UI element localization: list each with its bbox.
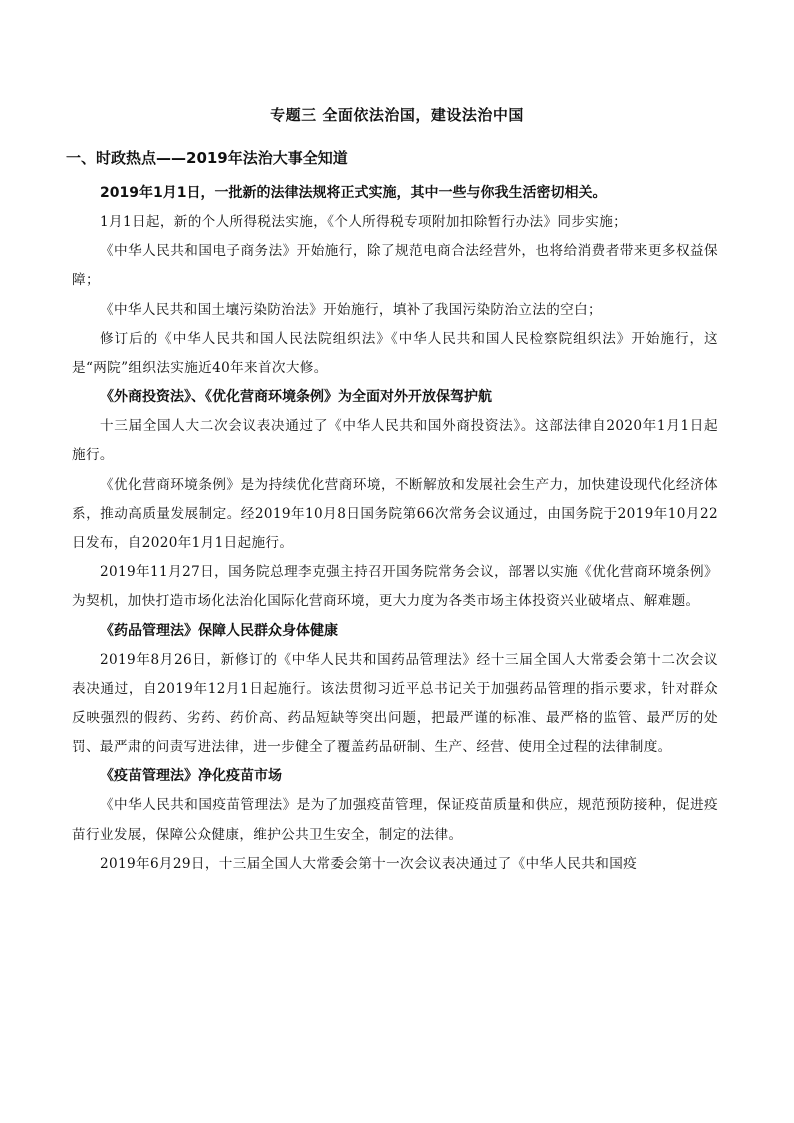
subheading: 《外商投资法》、《优化营商环境条例》为全面对外开放保驾护航: [100, 389, 492, 406]
document-body: [66, 147, 718, 879]
paragraph: 《中华人民共和国电子商务法》开始施行，除了规范电商合法经营外，也将给消费者带来更多权益保障；: [72, 243, 718, 289]
subheading: 《药品管理法》保障人民群众身体健康: [100, 622, 338, 639]
paragraph: 2019年6月29日，十三届全国人大常委会第十一次会议表决通过了《中华人民共和国疫: [100, 855, 638, 872]
paragraph: 《中华人民共和国疫苗管理法》是为了加强疫苗管理，保证疫苗质量和供应，规范预防接种，促进疫苗行业发展，保障公众健康，维护公共卫生安全，制定的法律。: [72, 797, 718, 843]
paragraph: 2019年11月27日，国务院总理李克强主持召开国务院常务会议，部署以实施《优化营商环境条例》为契机，加快打造市场化法治化国际化营商环境，更大力度为各类市场主体投资兴业破堵点、解难题。: [72, 564, 718, 610]
page-title: 专题三 全面依法治国，建设法治中国: [270, 106, 524, 124]
paragraph: 《优化营商环境条例》是为持续优化营商环境，不断解放和发展社会生产力，加快建设现代化经济体系，推动高质量发展制定。经2019年10月8日国务院第66次常务会议通过，由国务院于2019年10月22日发布，自2020年1月1日起施行。: [72, 476, 718, 552]
paragraph: 《中华人民共和国土壤污染防治法》开始施行，填补了我国污染防治立法的空白；: [100, 301, 602, 318]
section-heading: 一、时政热点——2019年法治大事全知道: [66, 149, 348, 167]
paragraph: 十三届全国人大二次会议表决通过了《中华人民共和国外商投资法》。这部法律自2020年1月1日起施行。: [72, 418, 718, 464]
paragraph: 修订后的《中华人民共和国人民法院组织法》《中华人民共和国人民检察院组织法》开始施行，这是“两院”组织法实施近40年来首次大修。: [72, 330, 718, 377]
paragraph: 1月1日起，新的个人所得税法实施，《个人所得税专项附加扣除暂行办法》同步实施；: [100, 214, 628, 230]
paragraph: 2019年8月26日，新修订的《中华人民共和国药品管理法》经十三届全国人大常委会第十二次会议表决通过，自2019年12月1日起施行。该法贯彻习近平总书记关于加强药品管理的指示要求，针对群众反映强烈的假药、劣药、药价高、药品短缺等突出问题，把最严谨的标准、最严格的监管、最严厉的处罚、最严肃的问责写进法律，进一步健全了覆盖药品研制、生产、经营、使用全过程的法律制度。: [72, 651, 718, 756]
content-blocks: [72, 179, 718, 879]
subheading: 《疫苗管理法》净化疫苗市场: [100, 768, 282, 785]
subheading: 2019年1月1日，一批新的法律法规将正式实施，其中一些与你我生活密切相关。: [100, 185, 607, 201]
